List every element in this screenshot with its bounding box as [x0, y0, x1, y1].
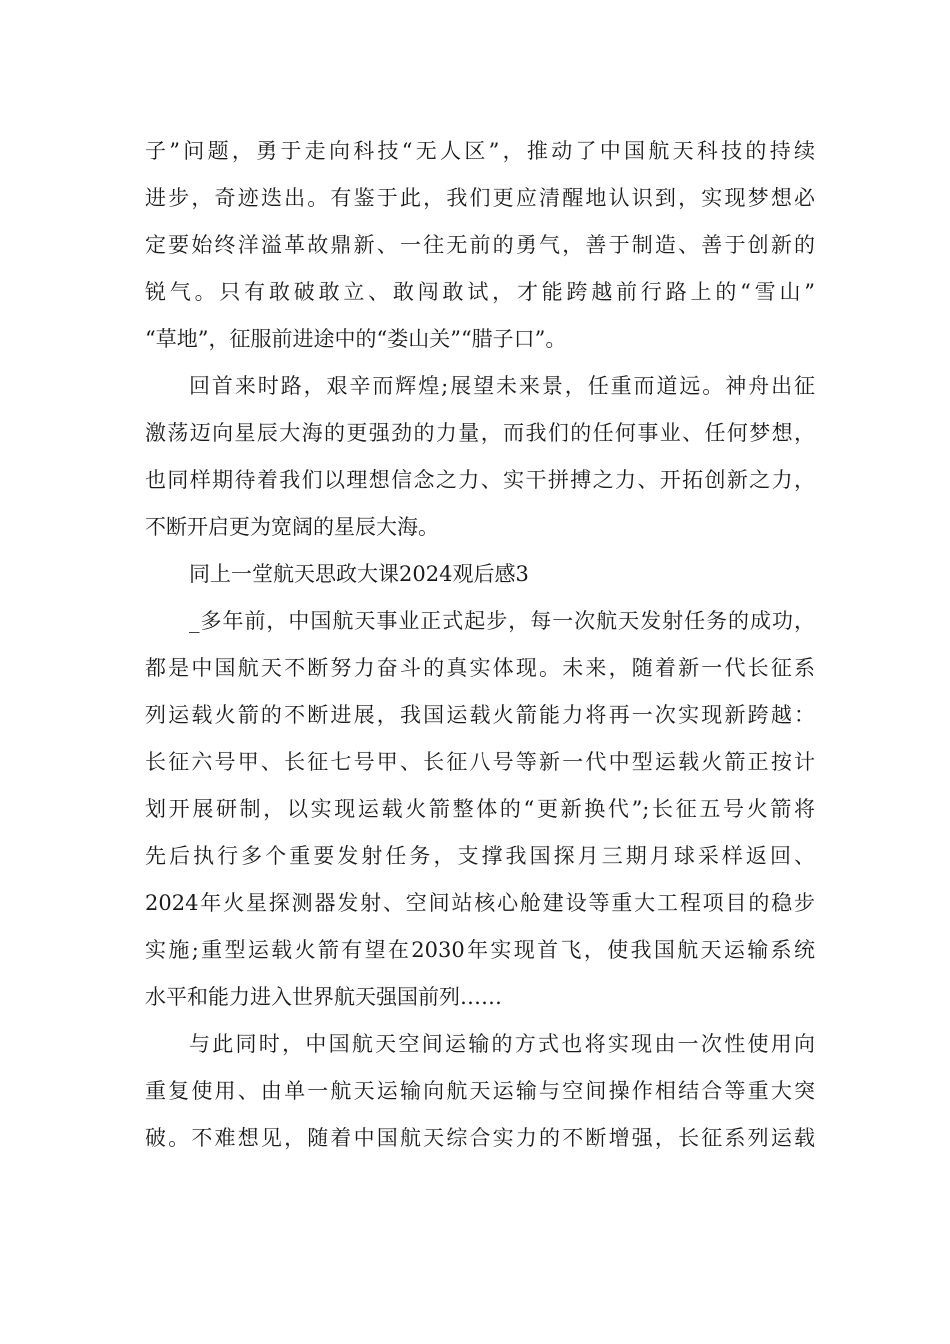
paragraph-line: 水平和能力进入世界航天强国前列……	[145, 985, 502, 1009]
section-heading: 同上一堂航天思政大课2024观后感3	[189, 562, 529, 586]
paragraph-line: 划开展研制，以实现运载火箭整体的“更新换代”;长征五号火箭将	[145, 797, 815, 821]
paragraph-line: 激荡迈向星辰大海的更强劲的力量，而我们的任何事业、任何梦想，	[145, 421, 815, 445]
paragraph-line: 不断开启更为宽阔的星辰大海。	[145, 515, 439, 539]
paragraph-line: 长征六号甲、长征七号甲、长征八号等新一代中型运载火箭正按计	[145, 750, 815, 774]
paragraph-line: 也同样期待着我们以理想信念之力、实干拼搏之力、开拓创新之力，	[145, 468, 815, 492]
paragraph-line: 2024年火星探测器发射、空间站核心舱建设等重大工程项目的稳步	[145, 891, 815, 915]
paragraph-line: “草地”，征服前进途中的“娄山关”“腊子口”。	[145, 327, 567, 351]
paragraph-line: 破。不难想见，随着中国航天综合实力的不断增强，长征系列运载	[145, 1126, 815, 1150]
paragraph-line: 进步，奇迹迭出。有鉴于此，我们更应清醒地认识到，实现梦想必	[145, 186, 815, 210]
paragraph-line: _多年前，中国航天事业正式起步，每一次航天发射任务的成功，	[189, 609, 815, 633]
paragraph-line: 实施;重型运载火箭有望在2030年实现首飞，使我国航天运输系统	[145, 938, 815, 962]
paragraph-line: 子”问题，勇于走向科技“无人区”，推动了中国航天科技的持续	[145, 139, 815, 163]
paragraph-line: 先后执行多个重要发射任务，支撑我国探月三期月球采样返回、	[145, 844, 815, 868]
paragraph-line: 锐气。只有敢破敢立、敢闯敢试，才能跨越前行路上的“雪山”	[145, 280, 815, 304]
paragraph-line: 与此同时，中国航天空间运输的方式也将实现由一次性使用向	[189, 1032, 815, 1056]
paragraph-line: 列运载火箭的不断进展，我国运载火箭能力将再一次实现新跨越：	[145, 703, 815, 727]
paragraph-line: 回首来时路，艰辛而辉煌;展望未来景，任重而道远。神舟出征	[189, 374, 815, 398]
paragraph-line: 定要始终洋溢革故鼎新、一往无前的勇气，善于制造、善于创新的	[145, 233, 815, 257]
paragraph-line: 都是中国航天不断努力奋斗的真实体现。未来，随着新一代长征系	[145, 656, 815, 680]
document-body	[145, 128, 815, 1162]
paragraph-line: 重复使用、由单一航天运输向航天运输与空间操作相结合等重大突	[145, 1079, 815, 1103]
